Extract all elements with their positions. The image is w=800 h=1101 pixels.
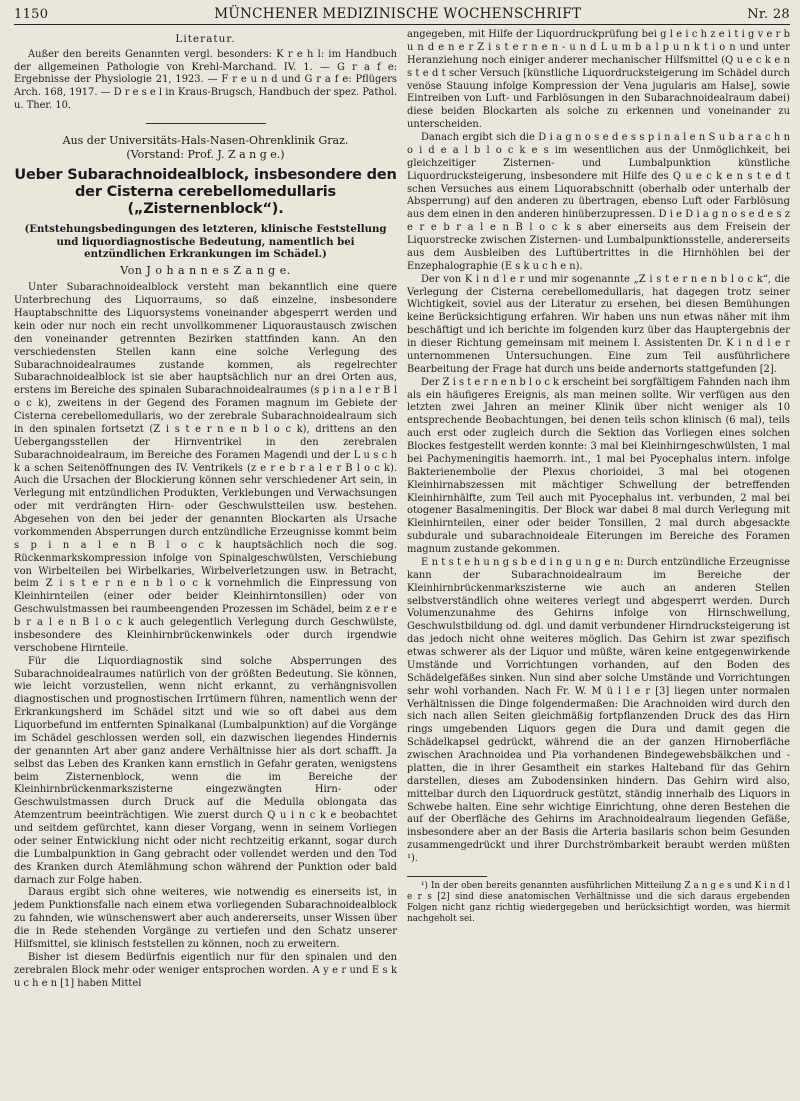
article-affiliation: Aus der Universitäts-Hals-Nasen-Ohrenklinik Graz. [62,134,349,148]
article-subtitle: (Entstehungsbedingungen des letzteren, klinische Feststellung und liquordiagnostische Bedeutung, namentlich bei entzündlichen Erkrankungen im Schädel.) [24,222,387,261]
left-column [14,29,397,990]
body-paragraph: angegeben, mit Hilfe der Liquordruckprüfung bei g l e i c h z e i t i g v e r b u n d e n e r Z i s t e r n e n - u n d L u m b a l p u n k t i o n und unter Heranziehung noch einiger anderer mechanischer Hilfsmittel (Q u e c k e n s t e d t scher Versuch [künstliche Liquordrucksteigerung im Schädel durch venöse Stauung infolge Kompression der Vena jugularis am Halse], sowie Eintreiben von Luft- und Farblösungen in den Subarachnoidealraum dabei) diese beiden Blockarten als solche zu erkennen und voneinander zu unterscheiden. [407,29,790,131]
footnote-divider [407,876,487,877]
body-paragraph: Für die Liquordiagnostik sind solche Absperrungen des Subarachnoidealraumes natürlich von der größten Bedeutung. Sie können, wie leicht vorzustellen, wenn nicht erkannt, zu verhängnisvollen diagnostischen und prognostischen Irrtümern führen, namentlich wenn der Erkrankungsherd im Schädel sitzt und wie so oft dabei aus dem Liquorbefund im entfernten Spinalkanal (Lumbalpunktion) auf die Vorgänge im Schädel geschlossen werden soll, ein dazwischen liegendes Hindernis der genannten Art aber ganz andere Verhältnisse hier als dort schafft. Ja selbst das Leben des Kranken kann ernstlich in Gefahr geraten, wenigstens beim Zisternenblock, wenn die im Bereiche der Kleinhirnbrückenmarkszisterne eingezwängten Hirn- oder Geschwulstmassen durch Druck auf die Medulla oblongata das Atemzentrum beeinträchtigen. Wie zuerst durch Q u i n c k e beobachtet und seitdem gefürchtet, kann dieser Vorgang, wenn in seinem Vorliegen oder seiner Entwicklung nicht oder nicht rechtzeitig erkannt, sogar durch die Lumbalpunktion in Gang gebracht oder vollendet werden und den Tod des Kranken durch Atemlähmung schon während der Punktion oder bald darnach zur Folge haben. [14,655,397,886]
running-head [14,6,790,25]
article-title: Ueber Subarachnoidealblock, insbesondere den der Cisterna cerebellomedullaris („Zisternenblock“). [14,166,397,218]
footnote: ¹) In der oben bereits genannten ausführlichen Mitteilung Z a n g e s und K i n d l e r s [2] sind diese anatomischen Verhältnisse und die sich daraus ergebenden Folgen nicht ganz richtig wiedergegeben und berücksichtigt worden, was hiermit nachgeholt sei. [407,880,790,924]
literature-text: Außer den bereits Genannten vergl. besonders: K r e h l: im Handbuch der allgemeinen Pathologie von Krehl-Marchand. IV. 1. — G r a f e: Ergebnisse der Physiologie 21, 1923. — F r e u n d und G r a f e: Pflügers Arch. 168, 1917. — D r e s e l in Kraus-Brugsch, Handbuch der spez. Pathol. u. Ther. 10. [14,48,397,112]
body-paragraph: Unter Subarachnoidealblock versteht man bekanntlich eine quere Unterbrechung des Liquorraums, so daß einzelne, insbesondere Hauptabschnitte des Liquorsystems voneinander abgesperrt werden und kein oder nur noch ein recht unvollkommener Liquoraustausch zwischen den voneinander getrennten Bezirken stattfinden kann. An den verschiedensten Stellen kann eine solche Verlegung des Subarachnoidealraumes zustande kommen, als regelrechter Subarachnoidealblock ist sie aber hauptsächlich nur an drei Orten aus, erstens im Bereiche des spinalen Subarachnoidealraumes (s p i n a l e r B l o c k), zweitens in der Gegend des Foramen magnum im Gebiete der Cisterna cerebellomedullaris, wo der zerebrale Subarachnoidealraum sich in den spinalen fortsetzt (Z i s t e r n e n b l o c k), drittens an den Uebergangsstellen der Hirnventrikel in den zerebralen Subarachnoidealraum, im Bereiche des Foramen Magendi und der L u s c h k a schen Seitenöffnungen des IV. Ventrikels (z e r e b r a l e r B l o c k). Auch die Ursachen der Blockierung können sehr verschiedener Art sein, in Verlegung mit entzündlichen Produkten, Verklebungen und Verwachsungen oder mit verdrängten Hirn- oder Geschwulstteilen usw. bestehen. Abgesehen von den bei jeder der genannten Blockarten als Ursache vorkommenden Absperrungen durch entzündliche Erzeugnisse kommt beim s p i n a l e n B l o c k hauptsächlich noch die sog. Rückenmarkskompression infolge von Spinalgeschwülsten, Verschiebung von Wirbelteilen bei Wirbelkaries, Wirbelverletzungen usw. in Betracht, beim Z i s t e r n e n b l o c k vornehmlich die Einpressung von Kleinhirnteilen (einer oder beider Kleinhirntonsillen) oder von Geschwulstmassen bei raumbeengenden Prozessen im Schädel, beim z e r e b r a l e n B l o c k auch gelegentlich Verlegung durch Geschwülste, insbesondere des Kleinhirnbrückenwinkels oder durch irgendwie verschobene Hirnteile. [14,282,397,654]
article-director: (Vorstand: Prof. J. Z a n g e.) [126,148,285,162]
body-paragraph: Bisher ist diesem Bedürfnis eigentlich nur für den spinalen und den zerebralen Block mehr oder weniger entsprochen worden. A y e r und E s k u c h e n [1] haben Mittel [14,951,397,989]
body-paragraph: Daraus ergibt sich ohne weiteres, wie notwendig es einerseits ist, in jedem Punktionsfalle nach einem etwa vorliegenden Subarachnoidealblock zu fahnden, wie wünschenswert aber auch andererseits, unser Wissen über die in Rede stehenden Vorgänge zu vertiefen und den Schatz unserer Hilfsmittel, sie klinisch feststellen zu können, noch zu erweitern. [14,887,397,950]
body-paragraph: Danach ergibt sich die D i a g n o s e d e s s p i n a l e n S u b a r a c h n o i d e a l b l o c k e s im wesentlichen aus der Unmöglichkeit, bei gleichzeitiger Zisternen- und Lumbalpunktion künstliche Liquordrucksteigerung, insbesondere mit Hilfe des Q u e c k e n s t e d t schen Versuches aus einem Liquorabschnitt (oberhalb oder unterhalb der Absperrung) auf den anderen zu übertragen, ebenso Luft oder Farblösung aus dem einen in den anderen hinüberzupressen. D i e D i a g n o s e d e s z e r e b r a l e n B l o c k s aber einerseits aus dem Freisein der Liquorstrecke zwischen Zisternen- und Lumbalpunktionsstelle, andererseits aus dem Ausbleiben des Luftübertrittes in die Hirnhöhlen bei der Enzephalographie (E s k u c h e n). [407,132,790,272]
section-divider [146,123,266,124]
body-paragraph: Der von K i n d l e r und mir sogenannte „Z i s t e r n e n b l o c k“, die Verlegung der Cisterna cerebellomedullaris, hat dagegen trotz seiner Wichtigkeit, soviel aus der Literatur zu ersehen, bei diesen Bemühungen keine Berücksichtigung erfahren. Wir haben uns nun etwas näher mit ihm beschäftigt und ich berichte im folgenden kurz über das Hauptergebnis der in dieser Richtung gemeinsam mit meinem I. Assistenten Dr. K i n d l e r unternommenen Untersuchungen. Eine zum Teil ausführlichere Bearbeitung der Frage hat durch uns beide andernorts stattgefunden [2]. [407,273,790,375]
journal-title: MÜNCHENER MEDIZINISCHE WOCHENSCHRIFT [214,6,582,22]
body-paragraph: E n t s t e h u n g s b e d i n g u n g e n: Durch entzündliche Erzeugnisse kann der Subarachnoidealraum im Bereiche der Kleinhirnbrückenmarkszisterne wie auch an anderen Stellen selbstverständlich ohne weiteres verlegt und abgesperrt werden. Durch Volumenzunahme des Gehirns infolge von Hirnschwellung, Geschwulstbildung od. dgl. und damit verbundener Hirndrucksteigerung ist das jedoch nicht ohne weiteres möglich. Das Gehirn ist zwar spezifisch etwas schwerer als der Liquor und müßte, wären keine entgegenwirkende Umstände und Vorrichtungen vorhanden, auf den Boden des Schädelgefäßes sinken. Nun sind aber solche Umstände und Vorrichtungen sehr wohl vorhanden. Nach Fr. W. M ü l l e r [3] liegen unter normalen Verhältnissen die Dinge folgendermaßen: Die Arachnoiden wird durch den sich nach allen Seiten gleichmäßig fortpflanzenden Druck des das Hirn rings umgebenden Liquors gegen die Dura und damit gegen die Schädelkapsel gedrückt, während die an der ganzen Hirnoberfläche zwischen Arachnoidea und Pia vorhandenen Bindegewebsbälkchen und -platten, die in ihrer Gesamtheit ein starkes Halteband für das Gehirn darstellen, dieses am Zubodensinken hindern. Das Gehirn wird also, mittelbar durch den Liquordruck gestützt, ständig innerhalb des Liquors in Schwebe halten. Eine sehr wichtige Einrichtung, ohne deren Bestehen die auf der Oberfläche des Gehirns im Arachnoidealraum liegenden Gefäße, insbesondere aber an der Basis die Arteria basilaris schon beim Gesunden zusammengedrückt und ihrer Durchströmbarkeit beraubt werden müßten ¹). [407,556,790,864]
two-column-body [14,29,790,990]
issue-number: Nr. 28 [747,7,790,22]
article-author: Von J o h a n n e s Z a n g e. [120,264,291,278]
body-paragraph: Der Z i s t e r n e n b l o c k erscheint bei sorgfältigem Fahnden nach ihm als ein häufigeres Ereignis, als man meinen sollte. Wir verfügen aus den letzten zwei Jahren an meiner Klinik über nicht weniger als 10 entsprechende Beobachtungen, bei denen teils schon klinisch (6 mal), teils auch erst oder zugleich durch die Sektion das Vorliegen eines solchen Blockes festgestellt werden konnte: 3 mal bei Kleinhirngeschwülsten, 1 mal bei Pachymeningitis haemorrh. int., 1 mal bei Pyocephalus intern. infolge Bakterienembolie der Plexus chorioidei, 3 mal bei otogenen Kleinhirnabszessen mit mächtiger Schwellung der betreffenden Kleinhirnhälfte, zum Teil auch mit Pyocephalus int. verbunden, 2 mal bei otogener Basalmeningitis. Der Block war dabei 8 mal durch Verlegung mit Kleinhirnteilen, einer oder beider Tonsillen, 2 mal durch abgesackte subdurale und subarachnoideale Eiterungen im Bereiche des Foramen magnum zustande gekommen. [407,376,790,555]
literature-heading: Literatur. [175,33,236,45]
right-column [407,29,790,990]
page-number: 1150 [14,7,49,22]
